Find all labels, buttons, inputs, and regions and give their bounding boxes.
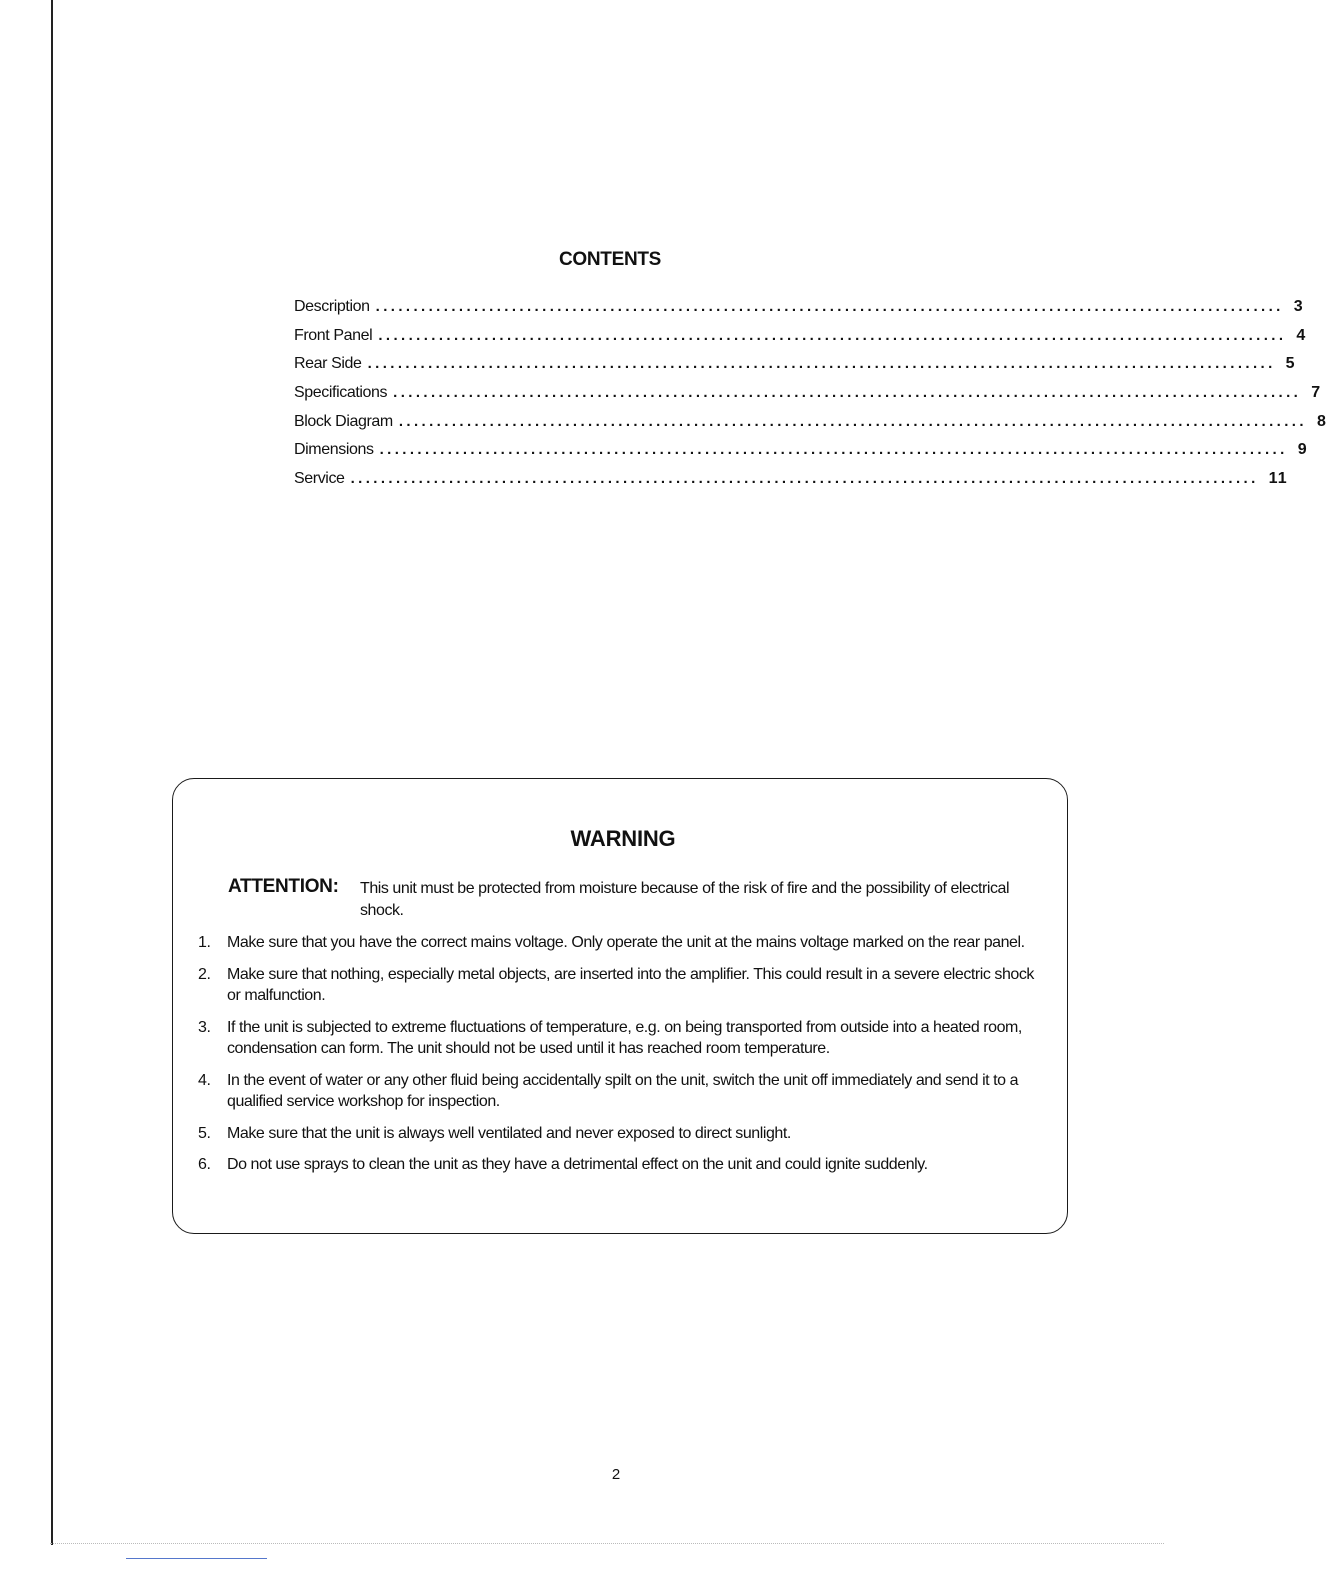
toc-entry-dimensions xyxy=(294,441,1308,470)
toc-dot-leader: ........................................................................................................................ xyxy=(375,298,1284,315)
attention-text: This unit must be protected from moisture because of the risk of fire and the possibility of electrical shock. xyxy=(360,880,1010,919)
warning-item xyxy=(198,932,1048,954)
page-number: 2 xyxy=(611,1466,621,1483)
warning-item-text: Make sure that the unit is always well ventilated and never exposed to direct sunlight. xyxy=(227,1124,791,1142)
warning-item xyxy=(198,1154,1048,1176)
toc-entry-page: 9 xyxy=(1297,441,1308,459)
toc-entry-page: 3 xyxy=(1293,298,1304,315)
warning-item-text: Make sure that nothing, especially metal objects, are inserted into the amplifier. This could result in a severe electric shock or malfunction. xyxy=(227,965,1034,1004)
warning-item-number: 3. xyxy=(198,1018,211,1036)
toc-entry-description xyxy=(294,298,1304,327)
warning-item-text: In the event of water or any other fluid being accidentally spilt on the unit, switch the unit off immediately and send it to a qualified service workshop for inspection. xyxy=(227,1071,1019,1110)
toc-entry-label: Specifications xyxy=(294,384,388,402)
warning-item-text: Make sure that you have the correct mains voltage. Only operate the unit at the mains voltage marked on the rear panel. xyxy=(227,934,1025,951)
toc-entry-service xyxy=(294,470,1288,499)
attention-notice xyxy=(228,876,1048,922)
toc-entry-specifications xyxy=(294,384,1322,413)
warning-item xyxy=(198,1123,1048,1145)
attention-label: ATTENTION: xyxy=(228,876,339,897)
contents-title: CONTENTS xyxy=(558,248,662,270)
warning-item xyxy=(198,1070,1048,1113)
toc-entry-front-panel xyxy=(294,326,1307,356)
warning-item-text: Do not use sprays to clean the unit as they have a detrimental effect on the unit and could ignite suddenly. xyxy=(227,1156,928,1173)
toc-dot-leader: ........................................................................................................................ xyxy=(350,470,1259,488)
warning-item xyxy=(198,964,1048,1007)
toc-entry-block-diagram xyxy=(294,412,1327,442)
toc-dot-leader: ........................................................................................................................ xyxy=(379,441,1288,459)
toc-entry-label: Rear Side xyxy=(294,355,362,373)
warning-title: WARNING xyxy=(570,826,676,852)
toc-entry-page: 7 xyxy=(1311,384,1322,402)
left-margin-rule xyxy=(51,0,53,1545)
bottom-scan-edge xyxy=(50,1543,1164,1544)
toc-dot-leader: ........................................................................................................................ xyxy=(367,355,1276,373)
warning-item xyxy=(198,1017,1048,1060)
toc-dot-leader: ........................................................................................................................ xyxy=(398,412,1307,430)
toc-entry-page: 11 xyxy=(1268,470,1288,488)
toc-entry-label: Service xyxy=(294,470,345,488)
warning-item-number: 5. xyxy=(198,1124,211,1142)
toc-entry-label: Block Diagram xyxy=(294,412,393,430)
toc-entry-page: 5 xyxy=(1285,355,1296,373)
warning-item-number: 4. xyxy=(198,1071,211,1089)
toc-entry-label: Front Panel xyxy=(294,326,373,344)
toc-dot-leader: ........................................................................................................................ xyxy=(378,326,1287,344)
toc-entry-page: 8 xyxy=(1316,412,1327,430)
toc-entry-page: 4 xyxy=(1296,326,1307,344)
table-of-contents xyxy=(294,298,1327,499)
toc-entry-label: Dimensions xyxy=(294,441,374,459)
warning-item-number: 6. xyxy=(198,1156,211,1173)
warning-list xyxy=(198,932,1048,1186)
warning-item-text: If the unit is subjected to extreme fluctuations of temperature, e.g. on being transported from outside into a heated room, condensation can form. The unit should not be used until it has reached room temperature. xyxy=(227,1018,1022,1057)
bottom-scan-mark xyxy=(126,1558,267,1559)
warning-item-number: 1. xyxy=(198,934,211,951)
warning-item-number: 2. xyxy=(198,965,211,983)
toc-entry-label: Description xyxy=(294,298,370,315)
toc-dot-leader: ........................................................................................................................ xyxy=(393,384,1302,402)
toc-entry-rear-side xyxy=(294,355,1296,384)
